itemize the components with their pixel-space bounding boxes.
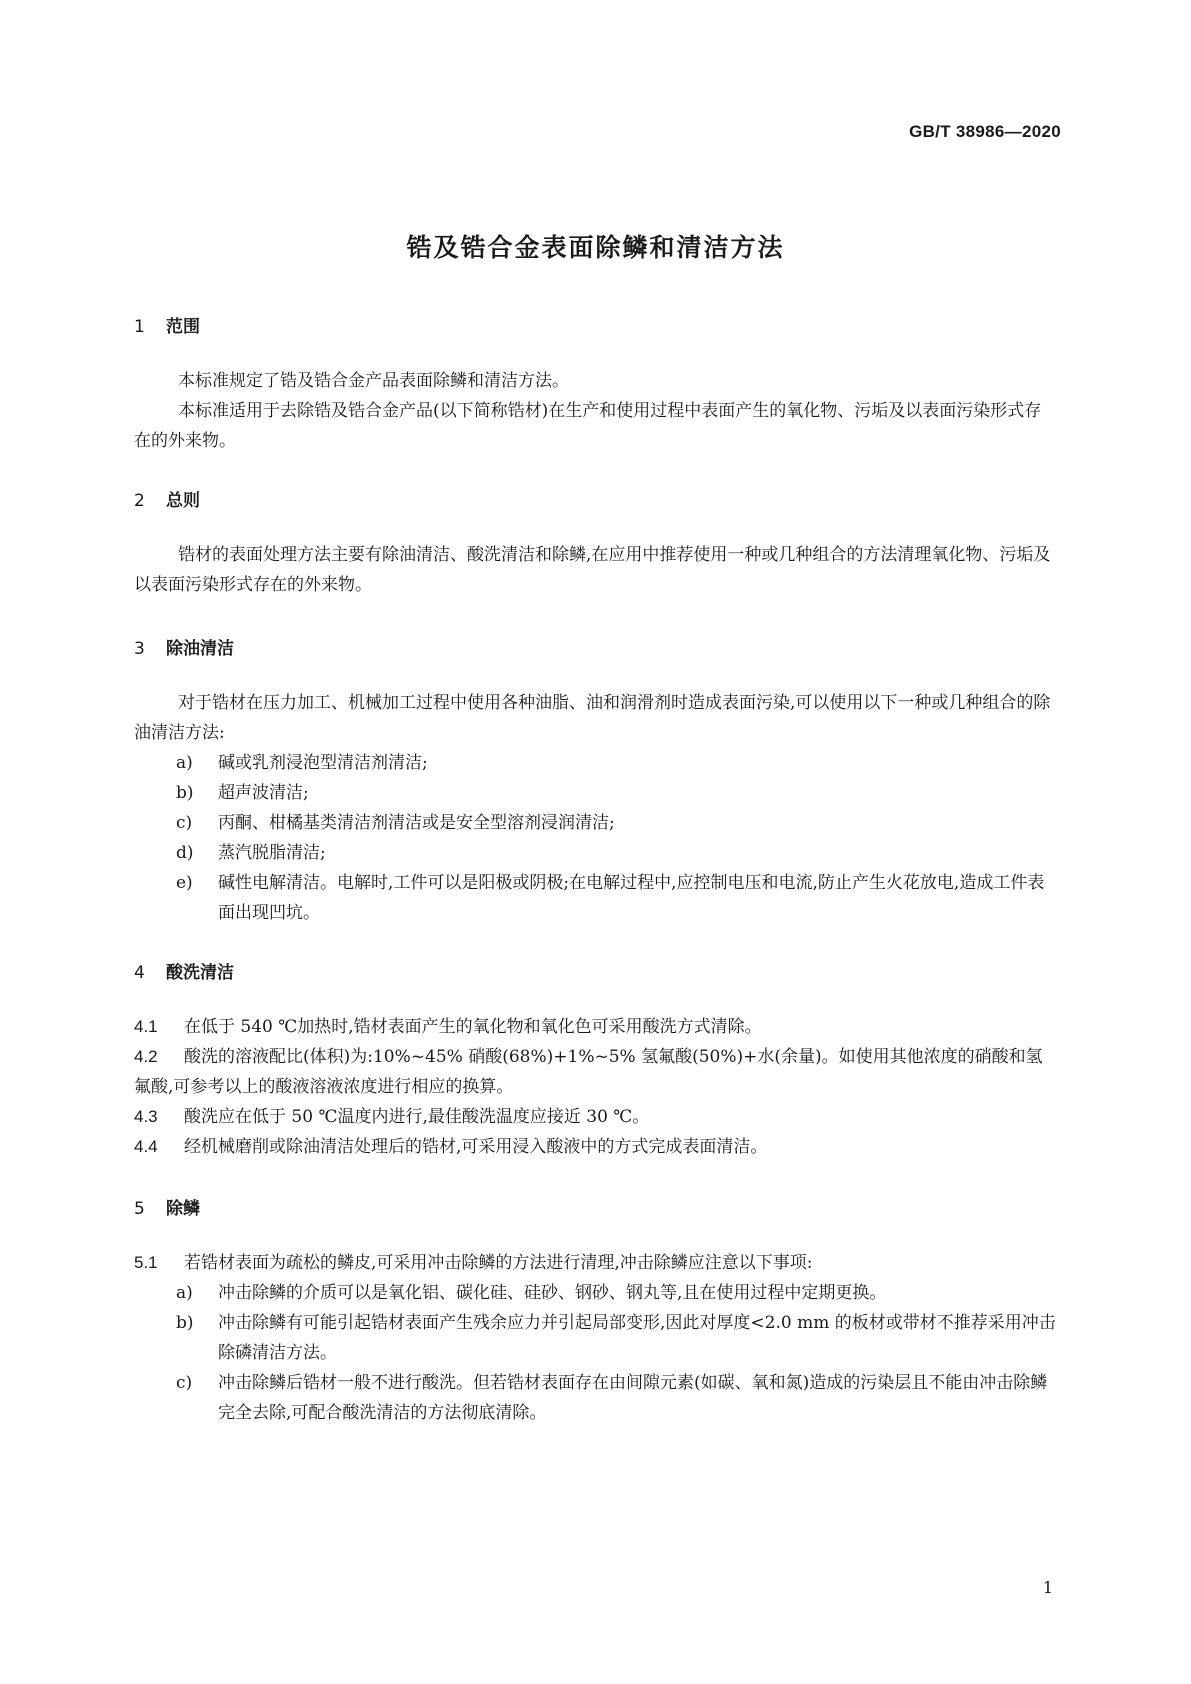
clause-number: 4.2: [134, 1047, 158, 1066]
list-text: 超声波清洁;: [218, 783, 309, 803]
section-heading-3: [134, 634, 234, 659]
paragraph: 对于锆材在压力加工、机械加工过程中使用各种油脂、油和润滑剂时造成表面污染,可以使用以下一种或几种组合的除油清洁方法:: [134, 693, 1051, 743]
section-number: 1: [134, 317, 145, 337]
section-title: 范围: [166, 317, 200, 337]
clause-number: 4.3: [134, 1107, 158, 1126]
section-title: 除鳞: [166, 1199, 200, 1219]
section-heading-1: [134, 312, 200, 337]
section-title: 酸洗清洁: [166, 963, 234, 983]
list-item: [176, 838, 1056, 868]
list-text: 冲击除鳞后锆材一般不进行酸洗。但若锆材表面存在由间隙元素(如碳、氧和氮)造成的污染层且不能由冲击除鳞完全去除,可配合酸洗清洁的方法彻底清除。: [218, 1373, 1048, 1423]
list-label: b): [176, 1313, 194, 1333]
list-label: c): [176, 813, 193, 833]
list-item: [176, 868, 1056, 928]
section-heading-2: [134, 486, 200, 511]
section-number: 3: [134, 639, 145, 659]
list-label: d): [176, 843, 194, 863]
list-text: 蒸汽脱脂清洁;: [218, 843, 326, 863]
list-item: [176, 1308, 1056, 1368]
clause-number: 4.4: [134, 1137, 158, 1156]
clause-5-1: [134, 1248, 1056, 1278]
list-item: [176, 748, 1056, 778]
section-title: 除油清洁: [166, 639, 234, 659]
list-label: e): [176, 873, 193, 893]
paragraph: 锆材的表面处理方法主要有除油清洁、酸洗清洁和除鳞,在应用中推荐使用一种或几种组合的方法清理氧化物、污垢及以表面污染形式存在的外来物。: [134, 545, 1051, 595]
clause-text: 在低于 540 ℃加热时,锆材表面产生的氧化物和氧化色可采用酸洗方式清除。: [184, 1017, 762, 1037]
clause-4-2: [134, 1042, 1056, 1102]
list-text: 碱性电解清洁。电解时,工件可以是阳极或阴极;在电解过程中,应控制电压和电流,防止产生火花放电,造成工件表面出现凹坑。: [218, 873, 1045, 923]
list-label: c): [176, 1373, 193, 1393]
section-heading-5: [134, 1194, 200, 1219]
standard-number: GB/T 38986—2020: [909, 122, 1061, 141]
clause-4-4: [134, 1132, 1056, 1162]
list-label: a): [176, 753, 193, 773]
clause-number: 5.1: [134, 1253, 158, 1272]
list-label: a): [176, 1283, 193, 1303]
page-number: 1: [1042, 1578, 1053, 1597]
clause-text: 酸洗的溶液配比(体积)为:10%~45% 硝酸(68%)+1%~5% 氢氟酸(50%)+水(余量)。如使用其他浓度的硝酸和氢氟酸,可参考以上的酸液溶液浓度进行相应的换算。: [134, 1047, 1043, 1097]
list-item: [176, 1278, 1056, 1308]
clause-4-3: [134, 1102, 1056, 1132]
list-item: [176, 1368, 1056, 1428]
section-number: 2: [134, 491, 145, 511]
clause-4-1: [134, 1012, 1056, 1042]
clause-text: 若锆材表面为疏松的鳞皮,可采用冲击除鳞的方法进行清理,冲击除鳞应注意以下事项:: [184, 1253, 813, 1273]
clause-number: 4.1: [134, 1017, 158, 1036]
clause-text: 经机械磨削或除油清洁处理后的锆材,可采用浸入酸液中的方式完成表面清洁。: [184, 1137, 768, 1157]
list-label: b): [176, 783, 194, 803]
clause-text: 酸洗应在低于 50 ℃温度内进行,最佳酸洗温度应接近 30 ℃。: [184, 1107, 650, 1127]
paragraph: 本标准规定了锆及锆合金产品表面除鳞和清洁方法。: [178, 371, 569, 391]
section-number: 4: [134, 963, 145, 983]
list-text: 碱或乳剂浸泡型清洁剂清洁;: [218, 753, 428, 773]
section-heading-4: [134, 958, 234, 983]
section-title: 总则: [166, 491, 200, 511]
list-text: 丙酮、柑橘基类清洁剂清洁或是安全型溶剂浸润清洁;: [218, 813, 615, 833]
list-item: [176, 808, 1056, 838]
list-text: 冲击除鳞有可能引起锆材表面产生残余应力并引起局部变形,因此对厚度<2.0 mm 的板材或带材不推荐采用冲击除磷清洁方法。: [218, 1313, 1056, 1363]
section-number: 5: [134, 1199, 145, 1219]
document-title: 锆及锆合金表面除鳞和清洁方法: [406, 233, 785, 262]
list-text: 冲击除鳞的介质可以是氧化铝、碳化硅、硅砂、钢砂、钢丸等,且在使用过程中定期更换。: [218, 1283, 887, 1303]
paragraph: 本标准适用于去除锆及锆合金产品(以下简称锆材)在生产和使用过程中表面产生的氧化物、污垢及以表面污染形式存在的外来物。: [134, 401, 1042, 451]
list-item: [176, 778, 1056, 808]
